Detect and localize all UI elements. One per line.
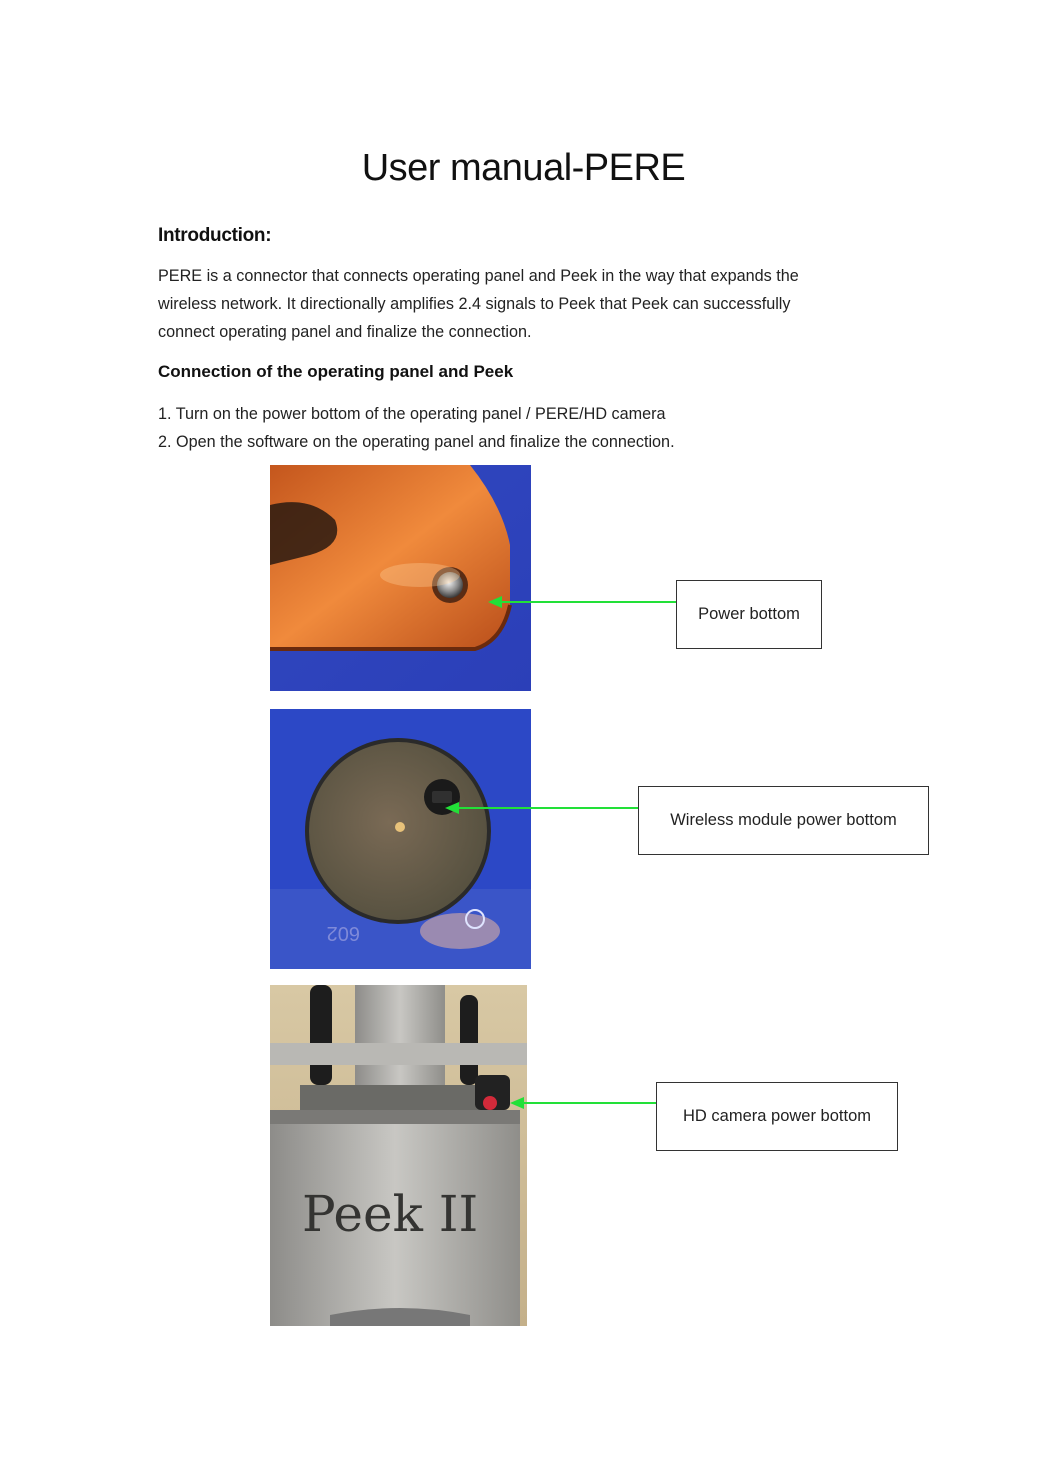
- callout-label: HD camera power bottom: [683, 1107, 871, 1125]
- intro-line: PERE is a connector that connects operating panel and Peek in the way that expands the: [158, 267, 799, 285]
- page-title: User manual-PERE: [361, 147, 686, 189]
- intro-line: connect operating panel and finalize the connection.: [158, 323, 532, 341]
- callout-label: Wireless module power bottom: [670, 811, 897, 829]
- peek-engraving: Peek II: [302, 1185, 479, 1243]
- intro-line: wireless network. It directionally amplifies 2.4 signals to Peek that Peek can successfully: [158, 295, 791, 313]
- callout-wireless-module: [638, 786, 929, 855]
- callout-hd-camera: [656, 1082, 898, 1151]
- callout-label: Power bottom: [698, 605, 800, 623]
- intro-heading: Introduction:: [158, 225, 272, 246]
- connection-heading: Connection of the operating panel and Peek: [158, 362, 514, 381]
- svg-text:602: 602: [326, 922, 360, 944]
- step-item: 2. Open the software on the operating panel and finalize the connection.: [158, 433, 675, 451]
- step-item: 1. Turn on the power bottom of the operating panel / PERE/HD camera: [158, 405, 666, 423]
- callout-power-button: [676, 580, 822, 649]
